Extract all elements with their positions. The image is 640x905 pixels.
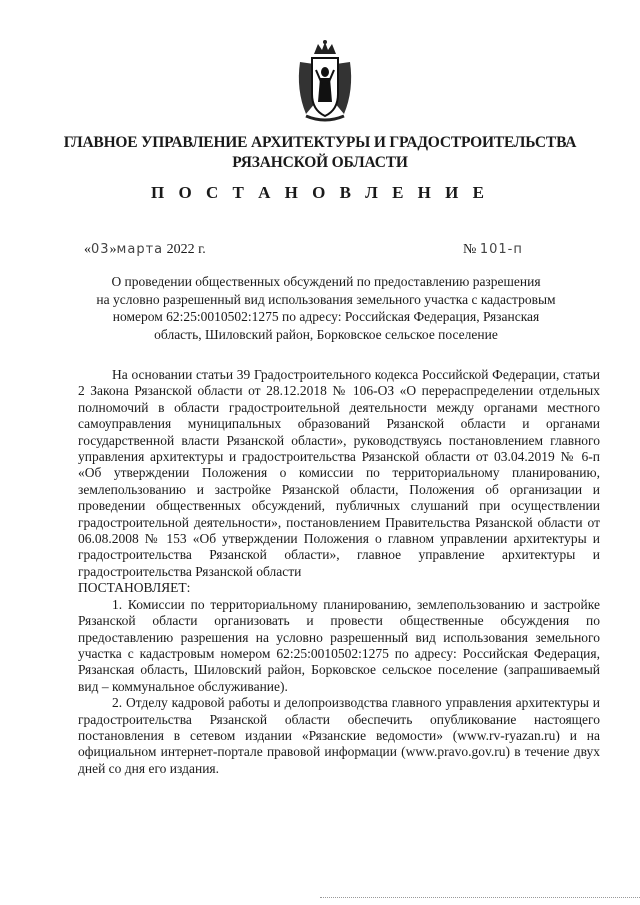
date-open-quote: «	[84, 242, 91, 257]
number-prefix: №	[463, 242, 477, 257]
number-value: 101-п	[479, 242, 523, 257]
document-date	[84, 242, 206, 258]
item-2-paragraph: 2. Отделу кадровой работы и делопроизводства главного управления архитектуры и градостроительства Рязанской области обеспечить опубликование настоящего постановления в сетевом издании «Рязанские ведомости» (www.rv-ryazan.ru) и на официальном интернет-портале правовой информации (www.pravo.gov.ru) в течение двух дней со дня его издания.	[78, 695, 600, 776]
organization-name	[40, 133, 600, 173]
organization-line-1: ГЛАВНОЕ УПРАВЛЕНИЕ АРХИТЕКТУРЫ И ГРАДОСТРОИТЕЛЬСТВА	[63, 134, 577, 151]
subject-line-4: область, Шиловский район, Борковское сельское поселение	[154, 326, 498, 342]
date-day: 03	[91, 242, 110, 257]
subject-line-2: на условно разрешенный вид использования земельного участка с кадастровым	[96, 291, 556, 307]
document-type: П О С Т А Н О В Л Е Н И Е	[151, 183, 489, 202]
coat-of-arms-icon	[294, 40, 356, 124]
date-month: марта	[116, 242, 164, 257]
document-body	[78, 367, 600, 777]
date-year: 2022 г.	[166, 242, 206, 257]
subject-line-1: О проведении общественных обсуждений по предоставлению разрешения	[111, 274, 541, 289]
resolve-heading: ПОСТАНОВЛЯЕТ:	[78, 580, 191, 596]
document-number	[463, 242, 523, 258]
document-subject	[60, 273, 592, 343]
item-1-paragraph: 1. Комиссии по территориальному планированию, землепользованию и застройке Рязанской области организовать и провести общественные обсуждения по предоставлению разрешения на условно разрешенный вид использования земельного участка с кадастровым номером 62:25:0010502:1275 по адресу: Российская Федерация, Рязанская область, Шиловский район, Борковское сельское поселение (запрашиваемый вид – коммунальное обслуживание).	[78, 596, 600, 694]
date-close-quote: »	[109, 242, 117, 257]
preamble-paragraph: На основании статьи 39 Градостроительного кодекса Российской Федерации, статьи 2 Закона Рязанской области от 28.12.2018 № 106-ОЗ «О перераспределении отдельных полномочий в области градостроительной деятельности между органами местного самоуправления муниципальных образований Рязанской области и органами государственной власти Рязанской области», руководствуясь постановлением главного управления архитектуры и градостроительства Рязанской области от 03.04.2019 № 6-п «Об утверждении Положения о комиссии по территориальному планированию, землепользованию и застройке Рязанской области, Положения об организации и проведении общественных обсуждений, публичных слушаний при осуществлении градостроительной деятельности», постановлением Правительства Рязанской области от 06.08.2008 № 153 «Об утверждении Положения о главном управлении архитектуры и градостроительства Рязанской области», главное управление архитектуры и градостроительства Рязанской области	[78, 367, 600, 579]
subject-line-3: номером 62:25:0010502:1275 по адресу: Российская Федерация, Рязанская	[112, 309, 540, 324]
page-bottom-divider	[320, 897, 640, 898]
organization-line-2: РЯЗАНСКОЙ ОБЛАСТИ	[232, 154, 408, 171]
